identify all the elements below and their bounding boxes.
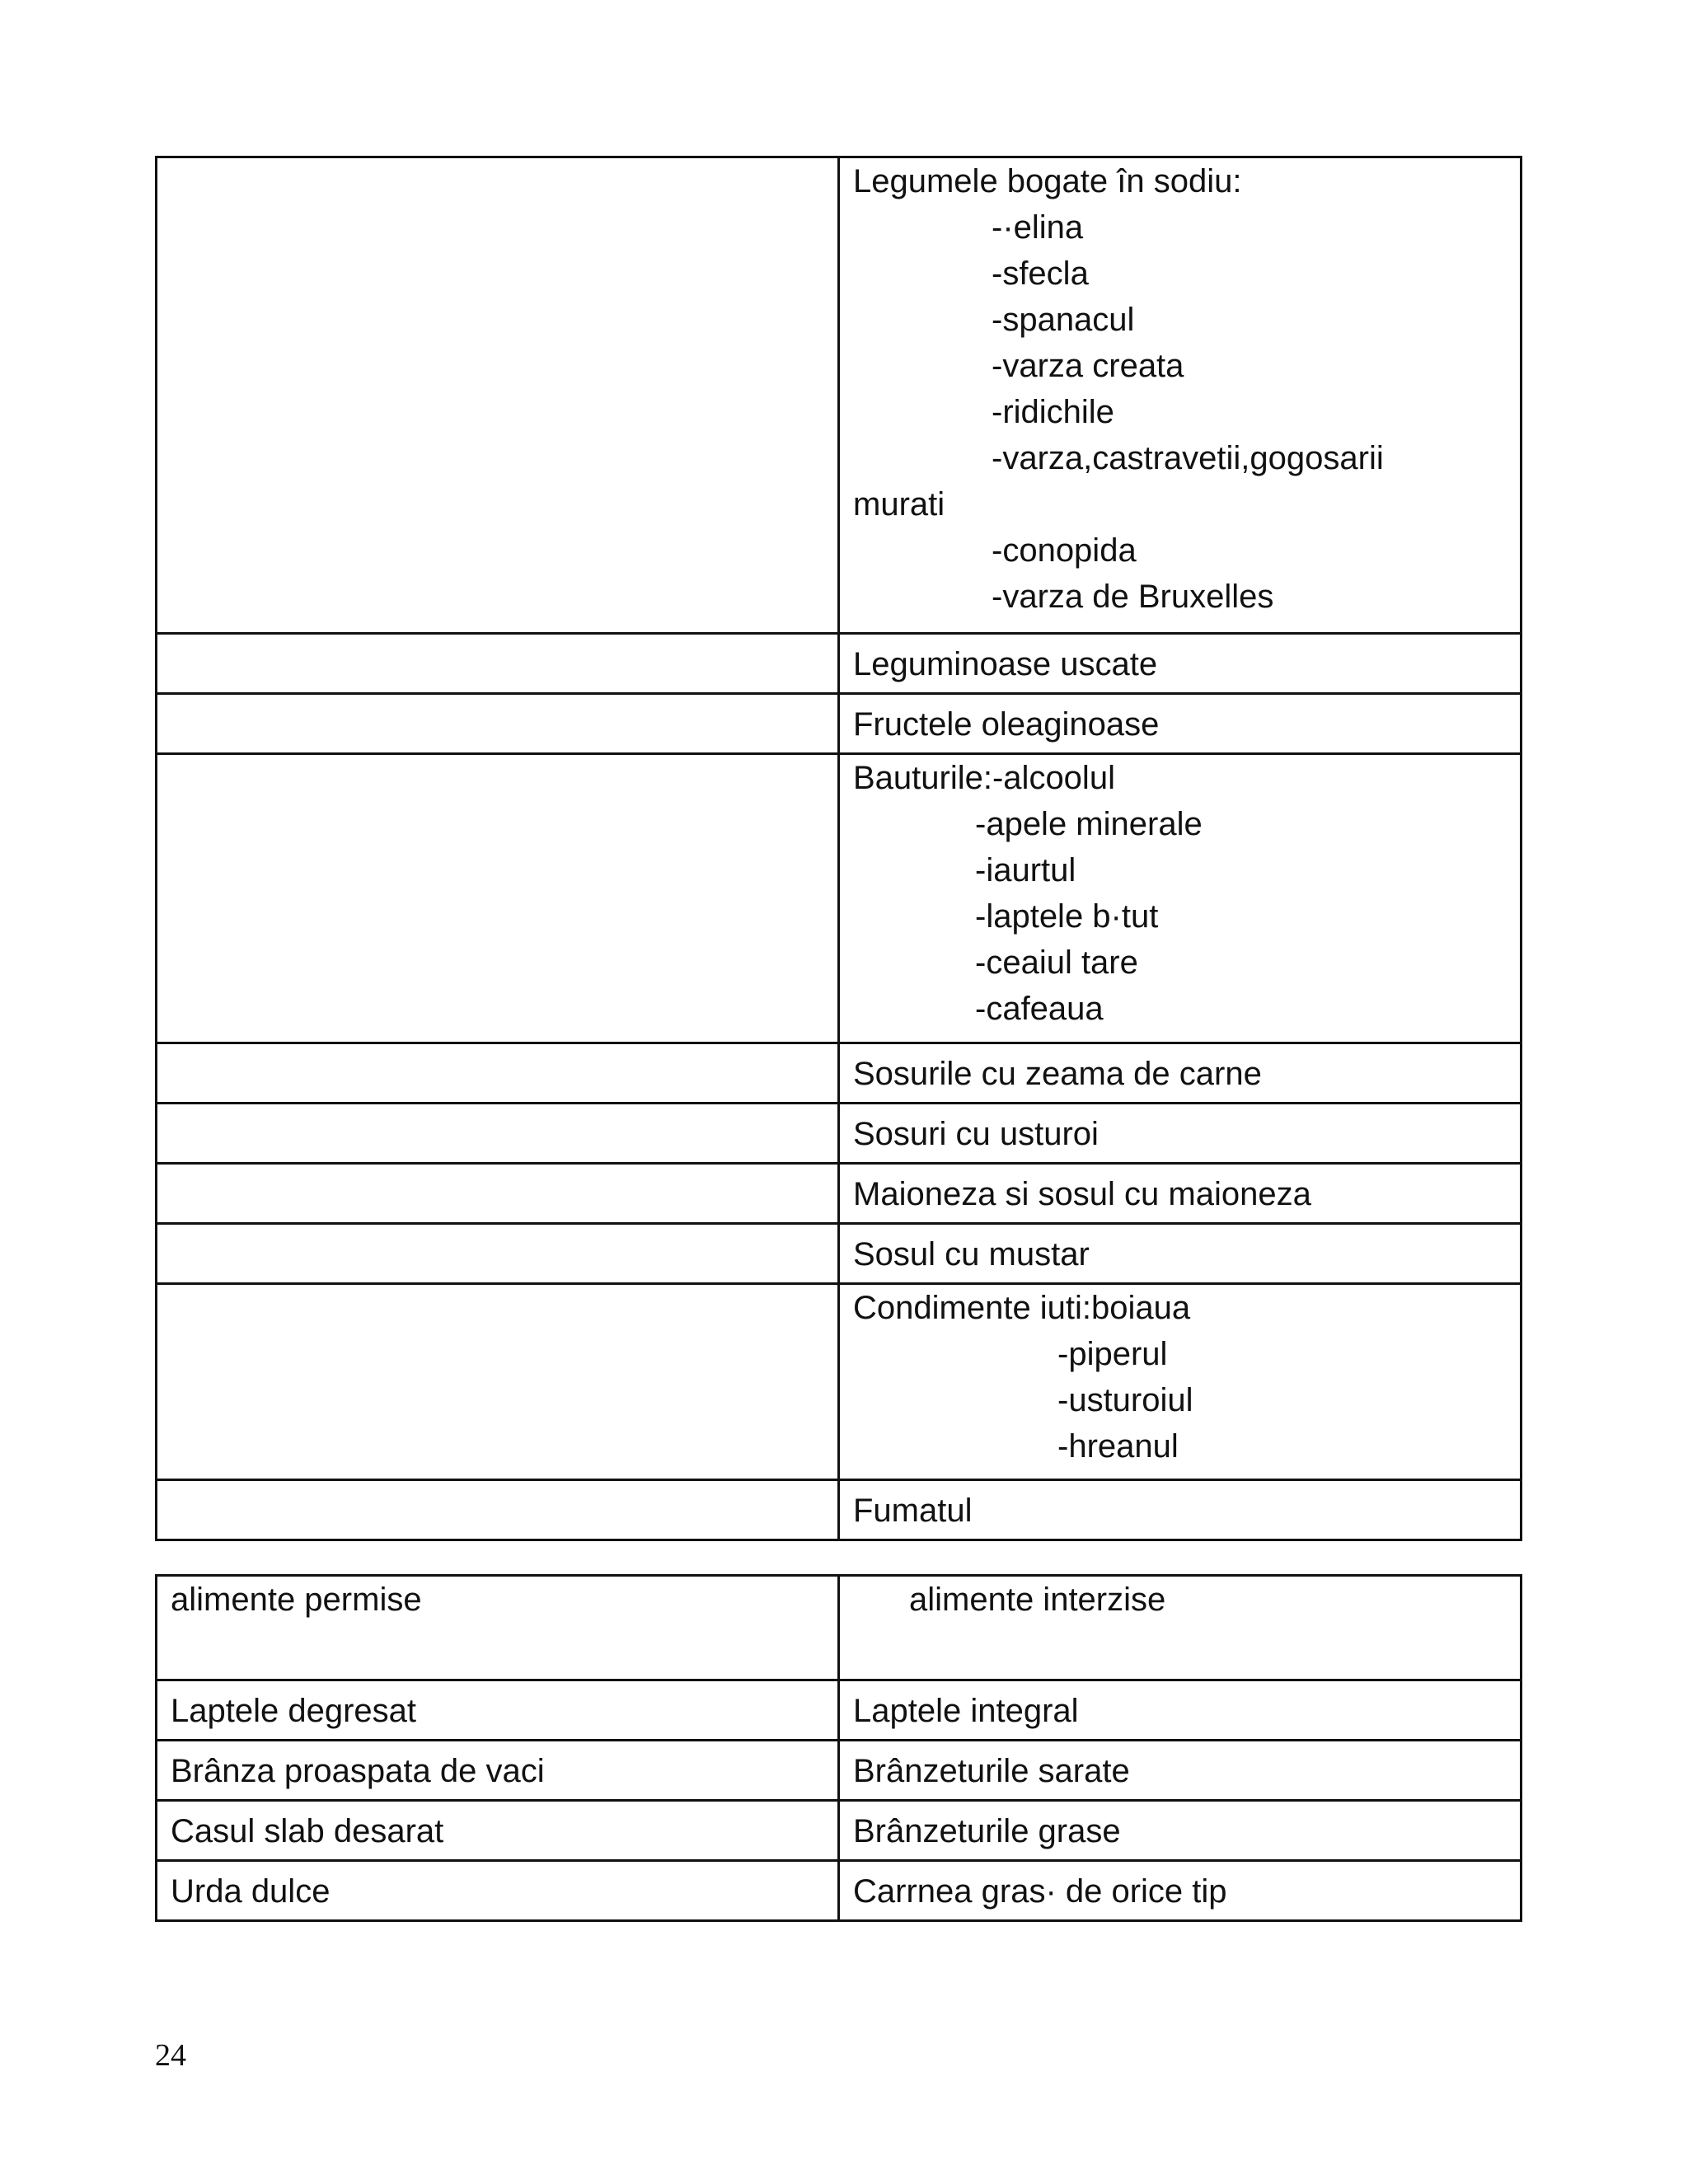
allowed-food-cell: Casul slab desarat — [157, 1801, 839, 1861]
list-item: -apele minerale — [975, 806, 1203, 842]
allowed-food-cell: Laptele degresat — [157, 1680, 839, 1741]
table-cell-left — [157, 634, 839, 694]
table-cell-left — [157, 157, 839, 634]
page-number: 24 — [155, 2038, 186, 2073]
cell-title: Bauturile:-alcoolul — [853, 760, 1115, 796]
table-cell-left — [157, 1284, 839, 1480]
foods-comparison-table — [155, 1574, 1522, 1922]
table-row — [157, 1104, 1522, 1164]
vegetables-cell — [839, 157, 1522, 634]
table-row — [157, 1284, 1522, 1480]
table-cell-right: Fructele oleaginoase — [839, 694, 1522, 754]
list-item: -conopida — [992, 532, 1137, 569]
table-row — [157, 1741, 1522, 1801]
allowed-food-cell: Brânza proaspata de vaci — [157, 1741, 839, 1801]
list-item: -ridichile — [992, 394, 1114, 430]
forbidden-food-cell: Brânzeturile grase — [839, 1801, 1522, 1861]
list-item: -piperul — [1057, 1336, 1168, 1372]
list-item-wrap: murati — [853, 486, 945, 523]
list-item: -·elina — [992, 209, 1084, 246]
table-cell-left — [157, 694, 839, 754]
list-item: -varza,castravetii,gogosarii — [992, 440, 1384, 476]
table-cell-right: Maioneza si sosul cu maioneza — [839, 1164, 1522, 1224]
header-forbidden-foods: alimente interzise — [839, 1576, 1522, 1680]
beverages-cell — [839, 754, 1522, 1043]
restricted-foods-table — [155, 156, 1522, 1541]
table-cell-right: Sosul cu mustar — [839, 1224, 1522, 1284]
list-item: -varza creata — [992, 348, 1184, 384]
condiments-cell — [839, 1284, 1522, 1480]
list-item: -laptele b·tut — [975, 898, 1159, 935]
table-cell-right: Sosuri cu usturoi — [839, 1104, 1522, 1164]
table-row — [157, 694, 1522, 754]
table-row — [157, 157, 1522, 634]
table-row — [157, 1224, 1522, 1284]
table-row — [157, 634, 1522, 694]
list-item: -sfecla — [992, 255, 1089, 292]
forbidden-food-cell: Brânzeturile sarate — [839, 1741, 1522, 1801]
table-row — [157, 1164, 1522, 1224]
table-row — [157, 754, 1522, 1043]
forbidden-food-cell: Carrnea gras· de orice tip — [839, 1861, 1522, 1921]
cell-title: Legumele bogate în sodiu: — [853, 163, 1242, 199]
table-cell-right: Fumatul — [839, 1480, 1522, 1540]
list-item: -iaurtul — [975, 852, 1076, 888]
table-row — [157, 1480, 1522, 1540]
table-cell-right: Leguminoase uscate — [839, 634, 1522, 694]
cell-title: Condimente iuti:boiaua — [853, 1290, 1191, 1326]
list-item: -spanacul — [992, 302, 1135, 338]
table-cell-left — [157, 1043, 839, 1104]
list-item: -usturoiul — [1057, 1382, 1193, 1418]
table-cell-left — [157, 754, 839, 1043]
table-cell-left — [157, 1164, 839, 1224]
forbidden-food-cell: Laptele integral — [839, 1680, 1522, 1741]
table-row — [157, 1043, 1522, 1104]
list-item: -ceaiul tare — [975, 944, 1138, 981]
header-allowed-foods: alimente permise — [157, 1576, 839, 1680]
table-cell-left — [157, 1480, 839, 1540]
allowed-food-cell: Urda dulce — [157, 1861, 839, 1921]
table-row — [157, 1801, 1522, 1861]
table-row — [157, 1861, 1522, 1921]
list-item: -hreanul — [1057, 1428, 1179, 1465]
table-cell-left — [157, 1104, 839, 1164]
table-row — [157, 1680, 1522, 1741]
list-item: -cafeaua — [975, 991, 1104, 1027]
table-cell-left — [157, 1224, 839, 1284]
table-header-row — [157, 1576, 1522, 1680]
list-item: -varza de Bruxelles — [992, 579, 1274, 615]
table-cell-right: Sosurile cu zeama de carne — [839, 1043, 1522, 1104]
